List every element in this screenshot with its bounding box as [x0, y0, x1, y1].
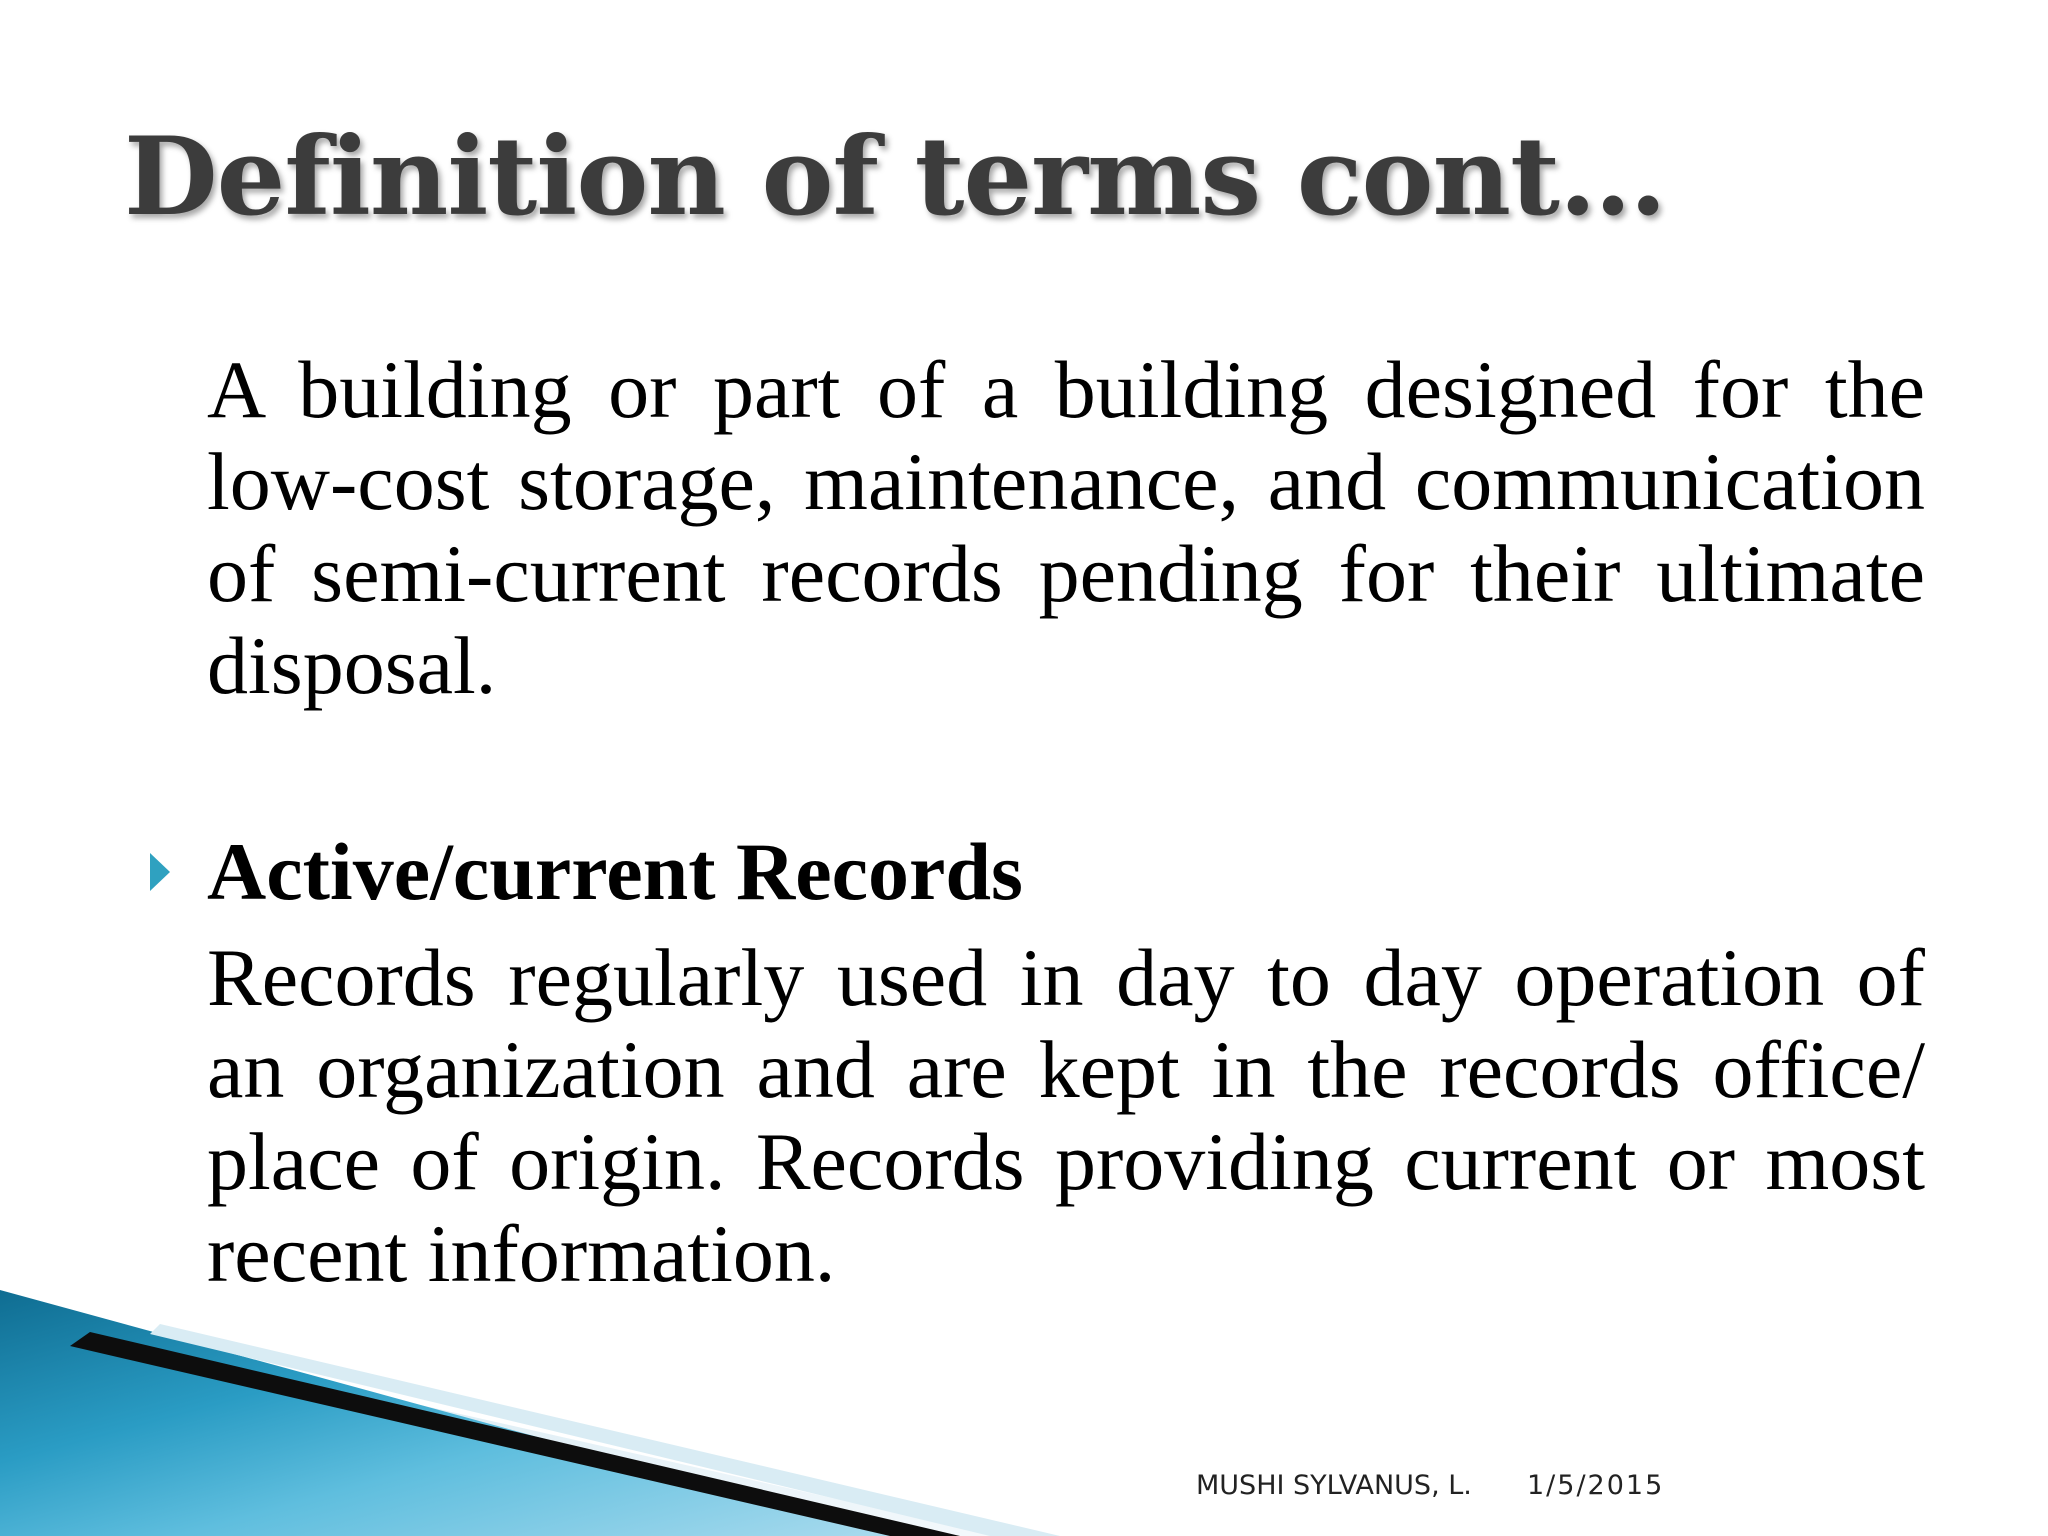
slide-title: Definition of terms cont… — [124, 114, 1666, 240]
footer-date: 1/5/2015 — [1527, 1470, 1665, 1501]
footer-author: MUSHI SYLVANUS, L. — [1196, 1470, 1472, 1501]
bullet-item — [150, 826, 1023, 918]
definition-paragraph: A building or part of a building designed for the low-cost storage, maintenance, and communication of semi-current records pending for their ultimate disposal. — [207, 344, 1925, 711]
bullet-heading: Active/current Records — [207, 826, 1023, 917]
triangle-bullet-icon — [150, 853, 170, 891]
decorative-swoosh — [0, 1280, 2048, 1536]
active-records-paragraph: Records regularly used in day to day operation of an organization and are kept in the records office/ place of origin. Records providing current or most recent information. — [207, 932, 1925, 1299]
